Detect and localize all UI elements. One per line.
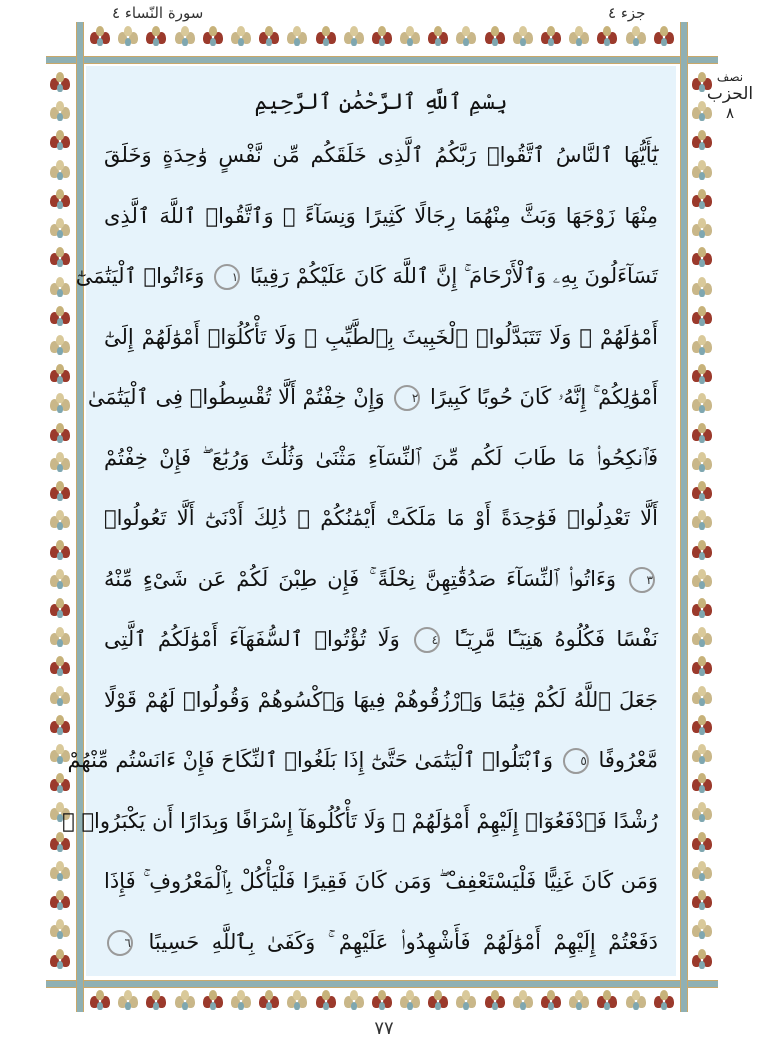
verse-line — [104, 201, 658, 231]
flower-ornament-icon — [688, 830, 716, 858]
flower-ornament-icon — [86, 24, 114, 52]
leaf-ornament-icon — [46, 275, 74, 303]
flower-ornament-icon — [46, 421, 74, 449]
flower-ornament-icon — [312, 24, 340, 52]
flower-ornament-icon — [481, 24, 509, 52]
verse-text: يَٰٓأَيُّهَا ٱلنَّاسُ ٱتَّقُوا۟ رَبَّكُمُ ٱلَّذِى خَلَقَكُم مِّن نَّفْسٍ وَٰحِدَةٍ وَخَلَقَ — [104, 143, 658, 167]
frame-top-bar — [46, 56, 718, 64]
frame-right-bar — [680, 22, 688, 1012]
leaf-ornament-icon — [509, 24, 537, 52]
leaf-ornament-icon — [688, 859, 716, 887]
verse-line — [104, 443, 658, 473]
leaf-ornament-icon — [114, 988, 142, 1016]
flower-ornament-icon — [688, 596, 716, 624]
verse-text: مِنْهَا زَوْجَهَا وَبَثَّ مِنْهُمَا رِجَالًا كَثِيرًا وَنِسَآءً ۚ وَٱتَّقُوا۟ ٱللَّهَ ٱلَّذِى — [104, 203, 658, 228]
leaf-ornament-icon — [396, 988, 424, 1016]
flower-ornament-icon — [688, 713, 716, 741]
verse-line — [104, 866, 658, 896]
verse-text: وَإِنْ خِفْتُمْ أَلَّا تُقْسِطُوا۟ فِى ٱلْيَتَٰمَىٰ — [87, 385, 385, 409]
leaf-ornament-icon — [46, 391, 74, 419]
leaf-ornament-icon — [46, 450, 74, 478]
flower-ornament-icon — [46, 947, 74, 975]
leaf-ornament-icon — [46, 216, 74, 244]
flower-ornament-icon — [688, 771, 716, 799]
verse-text: وَمَن كَانَ غَنِيًّا فَلْيَسْتَعْفِفْ ۖ وَمَن كَانَ فَقِيرًا فَلْيَأْكُلْ بِٱلْمَعْرُوفِ ۚ فَإِذَا — [104, 869, 658, 893]
flower-ornament-icon — [688, 421, 716, 449]
flower-ornament-icon — [46, 713, 74, 741]
verse-line — [104, 685, 658, 715]
hizb-marker-half: نصف — [716, 70, 744, 84]
flower-ornament-icon — [593, 988, 621, 1016]
juz-header: جزء ٤ — [608, 4, 646, 22]
leaf-ornament-icon — [565, 24, 593, 52]
flower-ornament-icon — [688, 304, 716, 332]
verse-text: وَٱبْتَلُوا۟ ٱلْيَتَٰمَىٰ حَتَّىٰٓ إِذَا بَلَغُوا۟ ٱلنِّكَاحَ فَإِنْ ءَانَسْتُم مِّنْهُمْ — [67, 748, 554, 772]
leaf-ornament-icon — [452, 24, 480, 52]
leaf-ornament-icon — [622, 988, 650, 1016]
leaf-ornament-icon — [171, 988, 199, 1016]
ayah-number-marker: ٥ — [563, 748, 589, 774]
leaf-ornament-icon — [283, 24, 311, 52]
frame-bottom-bar — [46, 980, 718, 988]
verse-text: أَمْوَٰلَهُمْ ۖ وَلَا تَتَبَدَّلُوا۟ ٱلْخَبِيثَ بِٱلطَّيِّبِ ۖ وَلَا تَأْكُلُوٓا۟ أَمْوَٰلَهُمْ إِلَىٰٓ — [104, 324, 658, 349]
leaf-ornament-icon — [340, 24, 368, 52]
flower-ornament-icon — [46, 362, 74, 390]
flower-ornament-icon — [688, 947, 716, 975]
left-ornament-border — [46, 70, 76, 975]
leaf-ornament-icon — [688, 275, 716, 303]
leaf-ornament-icon — [171, 24, 199, 52]
leaf-ornament-icon — [688, 684, 716, 712]
leaf-ornament-icon — [688, 391, 716, 419]
leaf-ornament-icon — [46, 333, 74, 361]
top-ornament-border — [86, 24, 678, 56]
leaf-ornament-icon — [46, 567, 74, 595]
flower-ornament-icon — [688, 654, 716, 682]
flower-ornament-icon — [650, 988, 678, 1016]
hizb-marker — [700, 70, 760, 122]
ayah-number-marker: ١ — [214, 264, 240, 290]
flower-ornament-icon — [424, 988, 452, 1016]
leaf-ornament-icon — [688, 742, 716, 770]
verse-text: رُشْدًا فَٱدْفَعُوٓا۟ إِلَيْهِمْ أَمْوَٰلَهُمْ ۖ وَلَا تَأْكُلُوهَآ إِسْرَافًا وَبِدَارًا أَن يَكْبَرُوا۟ ۚ — [62, 808, 658, 833]
flower-ornament-icon — [46, 187, 74, 215]
flower-ornament-icon — [255, 24, 283, 52]
leaf-ornament-icon — [340, 988, 368, 1016]
right-ornament-border — [688, 70, 718, 975]
leaf-ornament-icon — [688, 450, 716, 478]
leaf-ornament-icon — [46, 917, 74, 945]
verse-text: فَٱنكِحُوا۟ مَا طَابَ لَكُم مِّنَ ٱلنِّسَآءِ مَثْنَىٰ وَثُلَٰثَ وَرُبَٰعَ ۖ فَإِنْ خِفْتُمْ — [104, 445, 658, 470]
flower-ornament-icon — [688, 362, 716, 390]
basmala: بِسْمِ ٱللَّهِ ٱلرَّحْمَٰنِ ٱلرَّحِيمِ — [254, 90, 508, 115]
leaf-ornament-icon — [227, 988, 255, 1016]
ayah-number-marker: ٣ — [629, 567, 655, 593]
verse-line — [87, 382, 658, 412]
verse-line — [75, 261, 658, 291]
verse-text: أَمْوَٰلِكُمْ ۚ إِنَّهُۥ كَانَ حُوبًا كَبِيرًا — [429, 385, 658, 409]
leaf-ornament-icon — [688, 158, 716, 186]
flower-ornament-icon — [46, 538, 74, 566]
leaf-ornament-icon — [227, 24, 255, 52]
ayah-number-marker: ٤ — [414, 627, 440, 653]
verse-line — [104, 624, 658, 654]
flower-ornament-icon — [650, 24, 678, 52]
leaf-ornament-icon — [46, 99, 74, 127]
leaf-ornament-icon — [46, 508, 74, 536]
flower-ornament-icon — [142, 24, 170, 52]
leaf-ornament-icon — [688, 508, 716, 536]
leaf-ornament-icon — [46, 158, 74, 186]
leaf-ornament-icon — [114, 24, 142, 52]
leaf-ornament-icon — [688, 333, 716, 361]
leaf-ornament-icon — [688, 625, 716, 653]
leaf-ornament-icon — [622, 24, 650, 52]
flower-ornament-icon — [46, 771, 74, 799]
bottom-ornament-border — [86, 988, 678, 1020]
flower-ornament-icon — [46, 888, 74, 916]
flower-ornament-icon — [199, 988, 227, 1016]
leaf-ornament-icon — [688, 216, 716, 244]
leaf-ornament-icon — [46, 859, 74, 887]
verse-line — [104, 140, 658, 170]
flower-ornament-icon — [688, 479, 716, 507]
leaf-ornament-icon — [688, 917, 716, 945]
ayah-number-marker: ٦ — [107, 930, 133, 956]
ayah-number-marker: ٢ — [394, 385, 420, 411]
flower-ornament-icon — [46, 245, 74, 273]
verse-line — [104, 322, 658, 352]
flower-ornament-icon — [46, 128, 74, 156]
flower-ornament-icon — [688, 538, 716, 566]
flower-ornament-icon — [312, 988, 340, 1016]
flower-ornament-icon — [255, 988, 283, 1016]
flower-ornament-icon — [46, 70, 74, 98]
flower-ornament-icon — [46, 654, 74, 682]
flower-ornament-icon — [481, 988, 509, 1016]
surah-name-header: سورة النّساء ٤ — [112, 4, 204, 22]
verse-line — [67, 745, 658, 775]
leaf-ornament-icon — [565, 988, 593, 1016]
flower-ornament-icon — [368, 24, 396, 52]
flower-ornament-icon — [537, 988, 565, 1016]
hizb-marker-number: ٨ — [725, 104, 735, 122]
flower-ornament-icon — [86, 988, 114, 1016]
flower-ornament-icon — [142, 988, 170, 1016]
flower-ornament-icon — [688, 128, 716, 156]
verse-text: وَءَاتُوا۟ ٱلنِّسَآءَ صَدُقَٰتِهِنَّ نِحْلَةً ۚ فَإِن طِبْنَ لَكُمْ عَن شَىْءٍ مِّنْهُ — [104, 566, 616, 591]
verse-text: جَعَلَ ٱللَّهُ لَكُمْ قِيَٰمًا وَٱرْزُقُوهُمْ فِيهَا وَٱكْسُوهُمْ وَقُولُوا۟ لَهُمْ قَوْلًا — [104, 687, 658, 712]
flower-ornament-icon — [46, 479, 74, 507]
leaf-ornament-icon — [396, 24, 424, 52]
flower-ornament-icon — [537, 24, 565, 52]
verse-line — [104, 503, 658, 533]
leaf-ornament-icon — [509, 988, 537, 1016]
flower-ornament-icon — [593, 24, 621, 52]
verse-text: أَلَّا تَعْدِلُوا۟ فَوَٰحِدَةً أَوْ مَا مَلَكَتْ أَيْمَٰنُكُمْ ۚ ذَٰلِكَ أَدْنَىٰٓ أَلَّا تَعُولُوا۟ — [104, 506, 658, 530]
leaf-ornament-icon — [46, 684, 74, 712]
leaf-ornament-icon — [46, 625, 74, 653]
verse-text: مَّعْرُوفًا — [598, 748, 658, 772]
verse-text: نَفْسًا فَكُلُوهُ هَنِيٓـًٔا مَّرِيٓـًٔا — [454, 627, 658, 651]
flower-ornament-icon — [46, 304, 74, 332]
verse-line — [104, 564, 658, 594]
flower-ornament-icon — [368, 988, 396, 1016]
flower-ornament-icon — [688, 888, 716, 916]
leaf-ornament-icon — [688, 800, 716, 828]
leaf-ornament-icon — [452, 988, 480, 1016]
leaf-ornament-icon — [688, 567, 716, 595]
verse-line — [62, 806, 658, 836]
flower-ornament-icon — [688, 187, 716, 215]
flower-ornament-icon — [688, 245, 716, 273]
flower-ornament-icon — [199, 24, 227, 52]
verse-text: دَفَعْتُمْ إِلَيْهِمْ أَمْوَٰلَهُمْ فَأَشْهِدُوا۟ عَلَيْهِمْ ۚ وَكَفَىٰ بِٱللَّهِ حَسِيبًا — [148, 929, 658, 954]
leaf-ornament-icon — [283, 988, 311, 1016]
page-text-panel — [62, 66, 676, 976]
hizb-marker-label: الحزب — [706, 84, 754, 104]
flower-ornament-icon — [46, 596, 74, 624]
verse-line — [104, 927, 658, 957]
frame-left-bar — [76, 22, 84, 1012]
verse-text: تَسَآءَلُونَ بِهِۦ وَٱلْأَرْحَامَ ۚ إِنَّ ٱللَّهَ كَانَ عَلَيْكُمْ رَقِيبًا — [249, 264, 658, 288]
flower-ornament-icon — [424, 24, 452, 52]
verse-text: وَلَا تُؤْتُوا۟ ٱلسُّفَهَآءَ أَمْوَٰلَكُمُ ٱلَّتِى — [104, 627, 400, 651]
page-number: ٧٧ — [374, 1018, 394, 1039]
verse-text: وَءَاتُوا۟ ٱلْيَتَٰمَىٰٓ — [75, 264, 205, 288]
